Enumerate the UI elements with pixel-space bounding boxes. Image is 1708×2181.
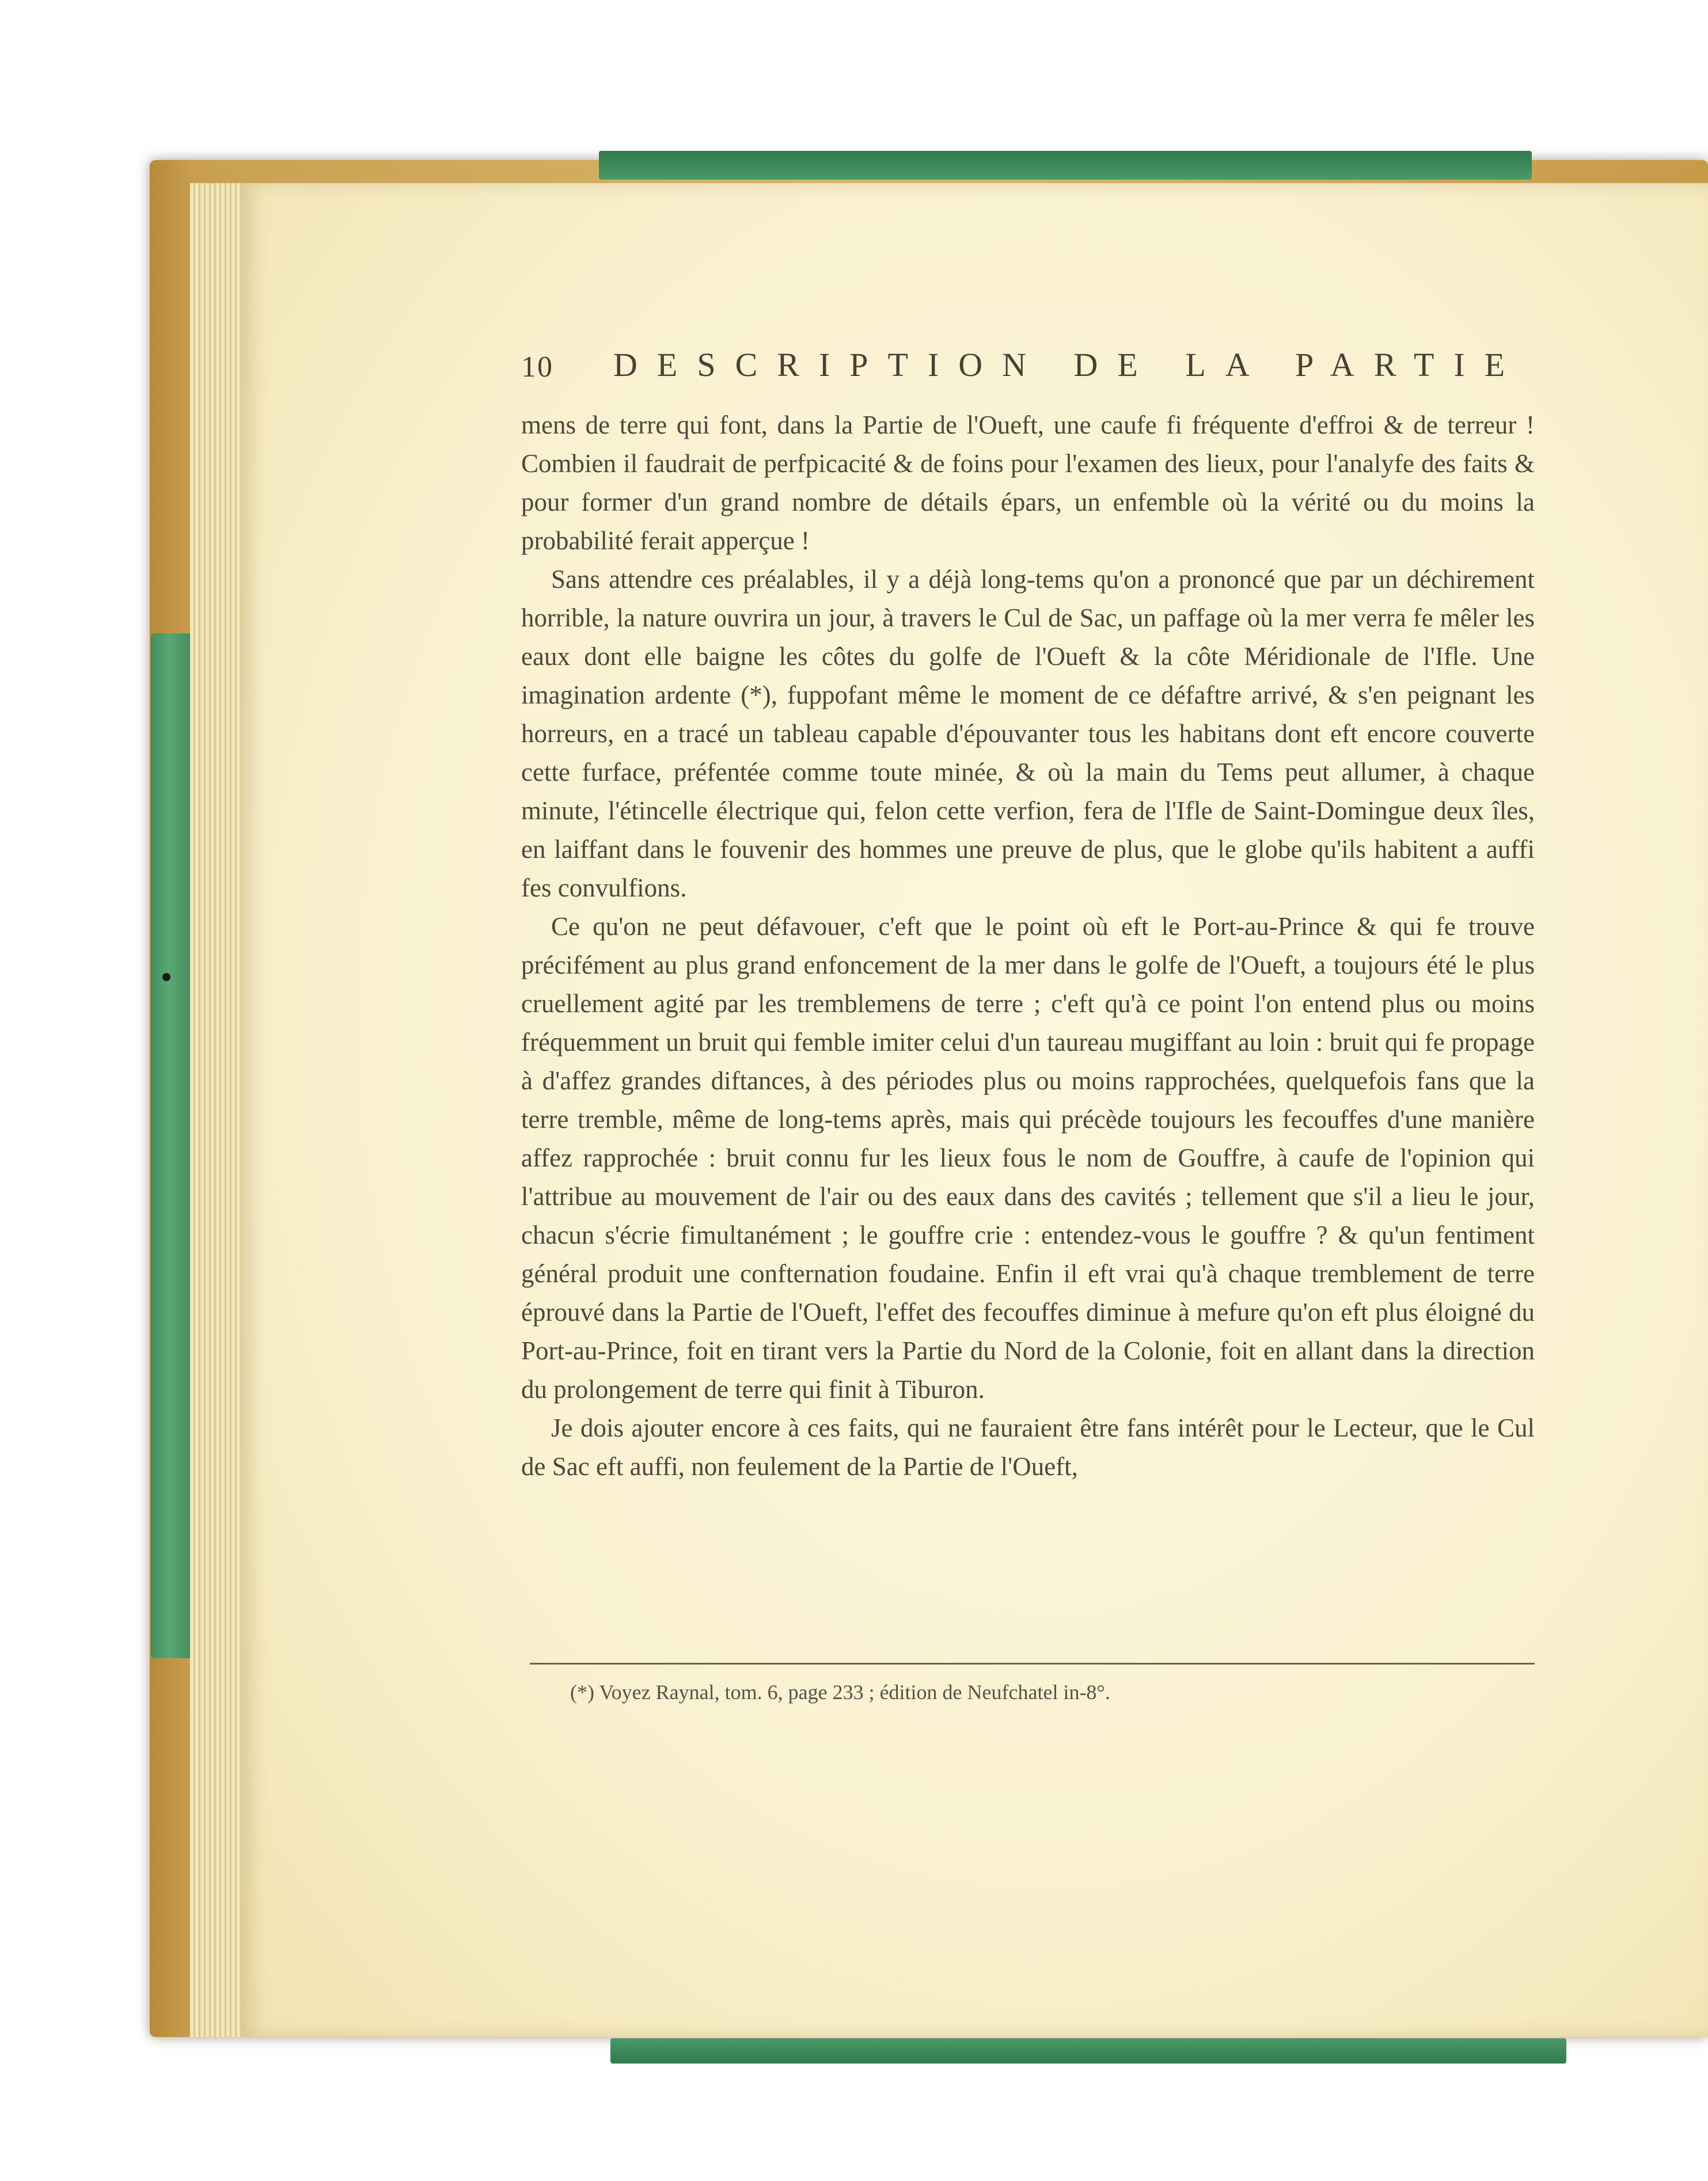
page-header — [521, 345, 1525, 392]
page-edges — [190, 183, 248, 2037]
footnote-rule — [530, 1663, 1535, 1665]
page-number: 10 — [521, 351, 553, 383]
paragraph-4: Je dois ajouter encore à ces faits, qui ne fauraient être fans intérêt pour le Lecteur, que le Cul de Sac eft auffi, non feulement de la Partie de l'Oueft, — [521, 1414, 1535, 1481]
cover-green-top-edge — [599, 151, 1532, 180]
body-text — [521, 406, 1535, 1486]
footnote: (*) Voyez Raynal, tom. 6, page 233 ; édition de Neufchatel in-8°. — [570, 1681, 1110, 1704]
running-title: DESCRIPTION DE LA PARTIE — [613, 346, 1525, 383]
paragraph-2: Sans attendre ces préalables, il y a déjà long-tems qu'on a prononcé que par un déchirement horrible, la nature ouvrira un jour, à travers le Cul de Sac, un paffage où la mer verra fe mêler les eaux dont elle baigne les côtes du golfe de l'Oueft & la côte Méridionale de l'Ifle. Une imagination ardente (*), fuppofant même le moment de ce défaftre arrivé, & s'en peignant les horreurs, en a tracé un tableau capable d'épouvanter tous les habitans dont eft encore couverte cette furface, préfentée comme toute minée, & où la main du Tems peut allumer, à chaque minute, l'étincelle électrique qui, felon cette verfion, fera de l'Ifle de Saint-Domingue deux îles, en laiffant dans le fouvenir des hommes une preuve de plus, que le globe qu'ils habitent a auffi fes convulfions. — [521, 565, 1535, 902]
paragraph-3: Ce qu'on ne peut défavouer, c'eft que le point où eft le Port-au-Prince & qui fe trouve précifément au plus grand enfoncement de la mer dans le golfe de l'Oueft, a toujours été le plus cruellement agité par les tremblemens de terre ; c'eft qu'à ce point l'on entend plus ou moins fréquemment un bruit qui femble imiter celui d'un taureau mugiffant au loin : bruit qui fe propage à d'affez grandes diftances, à des périodes plus ou moins rapprochées, quelquefois fans que la terre tremble, même de long-tems après, mais qui précède toujours les fecouffes d'une manière affez rapprochée : bruit connu fur les lieux fous le nom de Gouffre, à caufe de l'opinion qui l'attribue au mouvement de l'air ou des eaux dans des cavités ; tellement que s'il a lieu le jour, chacun s'écrie fimultanément ; le gouffre crie : entendez-vous le gouffre ? & qu'un fentiment général produit une confternation foudaine. Enfin il eft vrai qu'à chaque tremblement de terre éprouvé dans la Partie de l'Oueft, l'effet des fecouffes diminue à mefure qu'on eft plus éloigné du Port-au-Prince, foit en tirant vers la Partie du Nord de la Colonie, foit en allant dans la direction du prolongement de terre qui finit à Tiburon. — [521, 912, 1535, 1404]
cover-green-bottom-edge — [610, 2038, 1566, 2064]
binding-mark — [162, 973, 170, 981]
paragraph-1: mens de terre qui font, dans la Partie de l'Oueft, une caufe fi fréquente d'effroi & de terreur ! Combien il faudrait de perfpicacité & de foins pour l'examen des lieux, pour l'analyfe des faits & pour former d'un grand nombre de détails épars, un enfemble où la vérité ou du moins la probabilité ferait apperçue ! — [521, 411, 1535, 555]
